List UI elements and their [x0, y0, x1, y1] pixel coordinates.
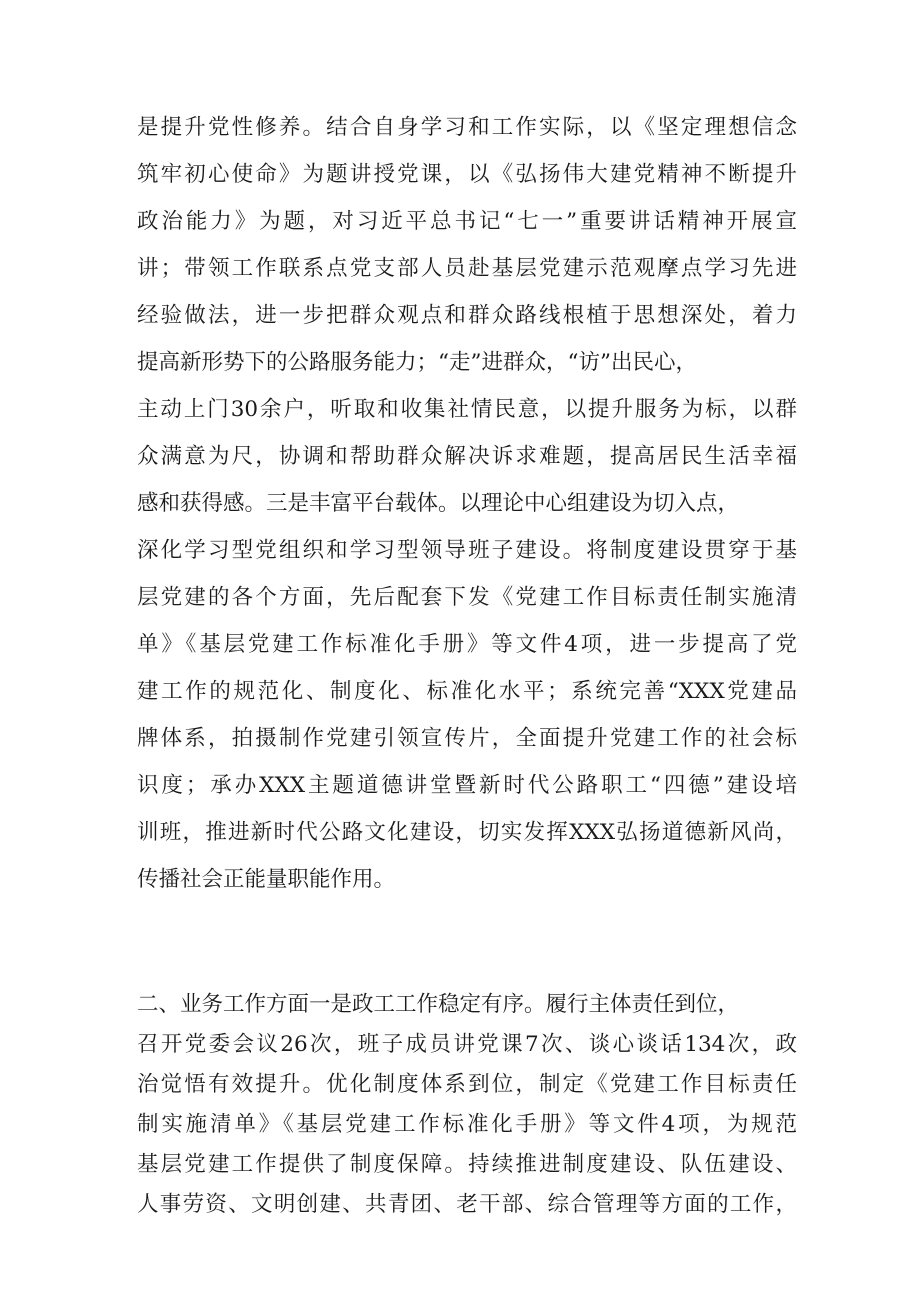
text-line: 识度；承办XXX主题道德讲堂暨新时代公路职工“四德”建设培 — [137, 773, 797, 798]
text-line: 政治能力》为题，对习近平总书记“七一”重要讲话精神开展宣 — [137, 209, 797, 234]
text-line: 讲；带领工作联系点党支部人员赴基层党建示范观摩点学习先进 — [137, 256, 797, 281]
text-line: 治觉悟有效提升。优化制度体系到位，制定《党建工作目标责任 — [137, 1072, 797, 1097]
text-line: 二、业务工作方面一是政工工作稳定有序。履行主体责任到位， — [137, 992, 740, 1017]
text-line: 深化学习型党组织和学习型领导班子建设。将制度建设贯穿于基 — [137, 538, 797, 563]
text-line: 经验做法，进一步把群众观点和群众路线根植于思想深处，着力 — [137, 303, 797, 328]
text-line: 主动上门30余户，听取和收集社情民意，以提升服务为标，以群 — [137, 397, 797, 422]
text-line: 众满意为尺，协调和帮助群众解决诉求难题，提高居民生活幸福 — [137, 444, 797, 469]
text-line: 牌体系，拍摄制作党建引领宣传片，全面提升党建工作的社会标 — [137, 726, 797, 751]
text-line: 筑牢初心使命》为题讲授党课，以《弘扬伟大建党精神不断提升 — [137, 162, 797, 187]
text-line: 传播社会正能量职能作用。 — [137, 867, 396, 892]
text-line: 人事劳资、文明创建、共青团、老干部、综合管理等方面的工作， — [137, 1192, 797, 1217]
text-line: 训班，推进新时代公路文化建设，切实发挥XXX弘扬道德新风尚， — [137, 820, 797, 845]
text-line: 层党建的各个方面，先后配套下发《党建工作目标责任制实施清 — [137, 585, 797, 610]
text-line: 制实施清单》《基层党建工作标准化手册》等文件4项，为规范 — [137, 1112, 797, 1137]
text-line: 建工作的规范化、制度化、标准化水平；系统完善“XXX党建品 — [137, 679, 797, 704]
text-line: 提高新形势下的公路服务能力；“走”进群众，“访”出民心， — [137, 350, 697, 375]
text-line: 感和获得感。三是丰富平台载体。以理论中心组建设为切入点， — [137, 491, 740, 516]
text-line: 召开党委会议26次，班子成员讲党课7次、谈心谈话134次，政 — [137, 1032, 797, 1057]
text-line: 是提升党性修养。结合自身学习和工作实际，以《坚定理想信念 — [137, 115, 797, 140]
text-line: 基层党建工作提供了制度保障。持续推进制度建设、队伍建设、 — [137, 1152, 797, 1177]
text-line: 单》《基层党建工作标准化手册》等文件4项，进一步提高了党 — [137, 632, 797, 657]
